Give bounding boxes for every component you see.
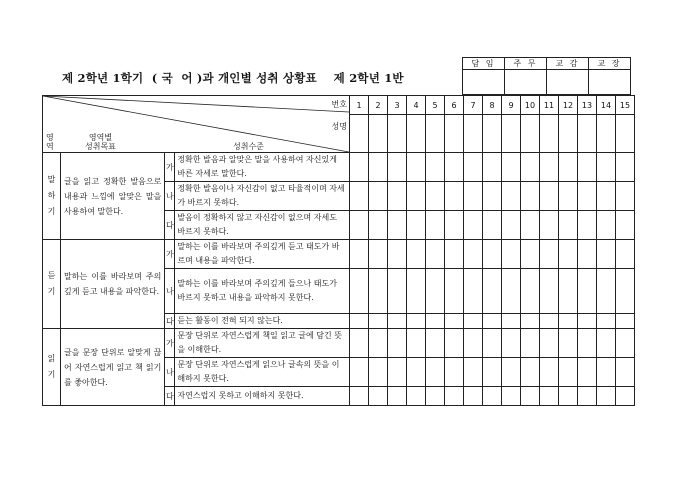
check-cell[interactable] bbox=[388, 153, 407, 182]
check-cell[interactable] bbox=[407, 387, 426, 406]
level-header-label: 성취수준 bbox=[233, 142, 264, 151]
check-cell[interactable] bbox=[445, 182, 464, 211]
student-name-cell-12[interactable] bbox=[559, 115, 578, 153]
check-cell[interactable] bbox=[616, 240, 635, 269]
approval-box bbox=[462, 57, 631, 95]
check-cell[interactable] bbox=[502, 269, 521, 314]
approval-sign-homeroom[interactable] bbox=[463, 70, 505, 95]
check-cell[interactable] bbox=[540, 314, 559, 329]
student-name-cell-2[interactable] bbox=[369, 115, 388, 153]
check-cell[interactable] bbox=[616, 314, 635, 329]
level-description-cell: 듣는 활동이 전혀 되지 않는다. bbox=[175, 314, 350, 329]
check-cell[interactable] bbox=[597, 329, 616, 358]
check-cell[interactable] bbox=[616, 182, 635, 211]
check-cell[interactable] bbox=[559, 211, 578, 240]
check-cell[interactable] bbox=[540, 182, 559, 211]
check-cell[interactable] bbox=[445, 211, 464, 240]
student-number-11: 11 bbox=[540, 96, 559, 115]
check-cell[interactable] bbox=[502, 182, 521, 211]
check-cell[interactable] bbox=[369, 269, 388, 314]
check-cell[interactable] bbox=[350, 314, 369, 329]
check-cell[interactable] bbox=[578, 329, 597, 358]
check-cell[interactable] bbox=[483, 387, 502, 406]
check-cell[interactable] bbox=[445, 387, 464, 406]
check-cell[interactable] bbox=[483, 153, 502, 182]
check-cell[interactable] bbox=[559, 182, 578, 211]
check-cell[interactable] bbox=[445, 269, 464, 314]
check-cell[interactable] bbox=[407, 153, 426, 182]
check-cell[interactable] bbox=[559, 269, 578, 314]
level-description-cell: 말하는 이를 바라보며 주의깊게 들으나 태도가 바르지 못하고 내용을 파악하지 못한다. bbox=[175, 269, 350, 314]
grade-cell: 가 bbox=[165, 329, 175, 358]
student-name-cell-7[interactable] bbox=[464, 115, 483, 153]
check-cell[interactable] bbox=[559, 153, 578, 182]
check-cell[interactable] bbox=[616, 153, 635, 182]
check-cell[interactable] bbox=[521, 269, 540, 314]
student-name-cell-3[interactable] bbox=[388, 115, 407, 153]
check-cell[interactable] bbox=[502, 153, 521, 182]
check-cell[interactable] bbox=[559, 358, 578, 387]
grade-cell: 나 bbox=[165, 269, 175, 314]
check-cell[interactable] bbox=[578, 182, 597, 211]
check-cell[interactable] bbox=[502, 358, 521, 387]
student-name-cell-15[interactable] bbox=[616, 115, 635, 153]
check-cell[interactable] bbox=[407, 211, 426, 240]
approval-sign-chief[interactable] bbox=[505, 70, 547, 95]
check-cell[interactable] bbox=[616, 387, 635, 406]
check-cell[interactable] bbox=[483, 211, 502, 240]
check-cell[interactable] bbox=[616, 358, 635, 387]
student-name-cell-6[interactable] bbox=[445, 115, 464, 153]
check-cell[interactable] bbox=[369, 182, 388, 211]
name-header-label: 성명 bbox=[331, 122, 347, 131]
grade-cell: 다 bbox=[165, 387, 175, 406]
check-cell[interactable] bbox=[388, 269, 407, 314]
level-description-cell: 발음이 정확하지 않고 자신감이 없으며 자세도 바르지 못하다. bbox=[175, 211, 350, 240]
check-cell[interactable] bbox=[540, 387, 559, 406]
check-cell[interactable] bbox=[426, 314, 445, 329]
check-cell[interactable] bbox=[445, 314, 464, 329]
check-cell[interactable] bbox=[464, 153, 483, 182]
check-cell[interactable] bbox=[464, 329, 483, 358]
check-cell[interactable] bbox=[369, 387, 388, 406]
check-cell[interactable] bbox=[502, 329, 521, 358]
check-cell[interactable] bbox=[388, 211, 407, 240]
check-cell[interactable] bbox=[616, 211, 635, 240]
check-cell[interactable] bbox=[388, 182, 407, 211]
check-cell[interactable] bbox=[521, 314, 540, 329]
student-number-14: 14 bbox=[597, 96, 616, 115]
check-cell[interactable] bbox=[578, 358, 597, 387]
check-cell[interactable] bbox=[540, 240, 559, 269]
check-cell[interactable] bbox=[559, 240, 578, 269]
objective-cell: 말하는 이를 바라보며 주의 깊게 듣고 내용을 파악한다. bbox=[61, 240, 165, 329]
check-cell[interactable] bbox=[350, 329, 369, 358]
area-cell: 읽 기 bbox=[43, 329, 61, 406]
check-cell[interactable] bbox=[407, 269, 426, 314]
check-cell[interactable] bbox=[350, 182, 369, 211]
student-name-cell-11[interactable] bbox=[540, 115, 559, 153]
check-cell[interactable] bbox=[350, 358, 369, 387]
diagonal-header-cell bbox=[43, 96, 350, 153]
check-cell[interactable] bbox=[388, 240, 407, 269]
check-cell[interactable] bbox=[426, 269, 445, 314]
check-cell[interactable] bbox=[540, 329, 559, 358]
check-cell[interactable] bbox=[597, 314, 616, 329]
check-cell[interactable] bbox=[350, 153, 369, 182]
level-description-cell: 자연스럽지 못하고 이해하지 못한다. bbox=[175, 387, 350, 406]
check-cell[interactable] bbox=[616, 269, 635, 314]
check-cell[interactable] bbox=[540, 358, 559, 387]
area-cell: 말 하 기 bbox=[43, 153, 61, 240]
student-number-12: 12 bbox=[559, 96, 578, 115]
level-description-cell: 정확한 발음과 알맞은 말을 사용하여 자신있게 바른 자세로 말한다. bbox=[175, 153, 350, 182]
check-cell[interactable] bbox=[464, 182, 483, 211]
check-cell[interactable] bbox=[521, 153, 540, 182]
student-number-4: 4 bbox=[407, 96, 426, 115]
grade-cell: 다 bbox=[165, 314, 175, 329]
check-cell[interactable] bbox=[445, 153, 464, 182]
check-cell[interactable] bbox=[426, 211, 445, 240]
check-cell[interactable] bbox=[445, 240, 464, 269]
check-cell[interactable] bbox=[502, 387, 521, 406]
student-number-7: 7 bbox=[464, 96, 483, 115]
student-name-cell-5[interactable] bbox=[426, 115, 445, 153]
check-cell[interactable] bbox=[483, 314, 502, 329]
student-name-cell-13[interactable] bbox=[578, 115, 597, 153]
student-name-cell-8[interactable] bbox=[483, 115, 502, 153]
check-cell[interactable] bbox=[521, 240, 540, 269]
check-cell[interactable] bbox=[597, 269, 616, 314]
student-number-3: 3 bbox=[388, 96, 407, 115]
check-cell[interactable] bbox=[388, 314, 407, 329]
check-cell[interactable] bbox=[597, 182, 616, 211]
approval-label-principal: 교 장 bbox=[589, 58, 631, 70]
check-cell[interactable] bbox=[540, 269, 559, 314]
check-cell[interactable] bbox=[597, 153, 616, 182]
check-cell[interactable] bbox=[388, 387, 407, 406]
check-cell[interactable] bbox=[578, 269, 597, 314]
check-cell[interactable] bbox=[597, 240, 616, 269]
student-name-cell-1[interactable] bbox=[350, 115, 369, 153]
area-header-label: 영 역 bbox=[46, 133, 54, 151]
check-cell[interactable] bbox=[502, 211, 521, 240]
check-cell[interactable] bbox=[559, 329, 578, 358]
level-row bbox=[43, 153, 635, 182]
student-name-cell-9[interactable] bbox=[502, 115, 521, 153]
approval-label-vice-principal: 교 감 bbox=[547, 58, 589, 70]
check-cell[interactable] bbox=[502, 240, 521, 269]
student-name-cell-14[interactable] bbox=[597, 115, 616, 153]
check-cell[interactable] bbox=[445, 329, 464, 358]
check-cell[interactable] bbox=[597, 358, 616, 387]
student-name-cell-4[interactable] bbox=[407, 115, 426, 153]
student-name-cell-10[interactable] bbox=[521, 115, 540, 153]
check-cell[interactable] bbox=[350, 240, 369, 269]
check-cell[interactable] bbox=[369, 329, 388, 358]
check-cell[interactable] bbox=[426, 387, 445, 406]
check-cell[interactable] bbox=[521, 329, 540, 358]
check-cell[interactable] bbox=[578, 387, 597, 406]
check-cell[interactable] bbox=[407, 182, 426, 211]
check-cell[interactable] bbox=[369, 211, 388, 240]
check-cell[interactable] bbox=[597, 211, 616, 240]
check-cell[interactable] bbox=[369, 314, 388, 329]
level-row bbox=[43, 240, 635, 269]
level-description-cell: 문장 단위로 자연스럽게 읽으나 글속의 뜻을 이해하지 못한다. bbox=[175, 358, 350, 387]
objective-header-label: 영역별 성취목표 bbox=[85, 133, 116, 151]
check-cell[interactable] bbox=[616, 329, 635, 358]
check-cell[interactable] bbox=[426, 329, 445, 358]
check-cell[interactable] bbox=[578, 240, 597, 269]
check-cell[interactable] bbox=[483, 269, 502, 314]
check-cell[interactable] bbox=[426, 358, 445, 387]
check-cell[interactable] bbox=[483, 329, 502, 358]
grade-cell: 다 bbox=[165, 211, 175, 240]
level-description-cell: 문장 단위로 자연스럽게 책일 읽고 글에 담긴 뜻을 이해한다. bbox=[175, 329, 350, 358]
check-cell[interactable] bbox=[350, 269, 369, 314]
check-cell[interactable] bbox=[464, 314, 483, 329]
check-cell[interactable] bbox=[540, 211, 559, 240]
approval-label-chief: 주 무 bbox=[505, 58, 547, 70]
student-number-10: 10 bbox=[521, 96, 540, 115]
achievement-table bbox=[42, 95, 635, 406]
check-cell[interactable] bbox=[521, 182, 540, 211]
approval-label-homeroom: 담 임 bbox=[463, 58, 505, 70]
student-number-13: 13 bbox=[578, 96, 597, 115]
grade-cell: 나 bbox=[165, 358, 175, 387]
check-cell[interactable] bbox=[483, 240, 502, 269]
check-cell[interactable] bbox=[407, 314, 426, 329]
student-number-8: 8 bbox=[483, 96, 502, 115]
check-cell[interactable] bbox=[350, 211, 369, 240]
approval-sign-vice-principal[interactable] bbox=[547, 70, 589, 95]
level-row bbox=[43, 329, 635, 358]
student-number-5: 5 bbox=[426, 96, 445, 115]
check-cell[interactable] bbox=[369, 153, 388, 182]
check-cell[interactable] bbox=[388, 358, 407, 387]
check-cell[interactable] bbox=[426, 240, 445, 269]
student-number-15: 15 bbox=[616, 96, 635, 115]
check-cell[interactable] bbox=[578, 314, 597, 329]
check-cell[interactable] bbox=[464, 358, 483, 387]
check-cell[interactable] bbox=[350, 387, 369, 406]
check-cell[interactable] bbox=[597, 387, 616, 406]
level-description-cell: 말하는 이를 바라보며 주의깊게 듣고 태도가 바르며 내용을 파악한다. bbox=[175, 240, 350, 269]
check-cell[interactable] bbox=[559, 314, 578, 329]
objective-cell: 글을 문장 단위로 알맞게 끊어 자연스럽게 읽고 책 읽기를 좋아한다. bbox=[61, 329, 165, 406]
check-cell[interactable] bbox=[578, 211, 597, 240]
area-cell: 듣 기 bbox=[43, 240, 61, 329]
check-cell[interactable] bbox=[426, 153, 445, 182]
check-cell[interactable] bbox=[464, 387, 483, 406]
check-cell[interactable] bbox=[388, 329, 407, 358]
student-number-1: 1 bbox=[350, 96, 369, 115]
check-cell[interactable] bbox=[559, 387, 578, 406]
page-title: 제 2학년 1학기 ( 국 어 )과 개인별 성취 상황표 제 2학년 1반 bbox=[62, 71, 404, 85]
check-cell[interactable] bbox=[407, 358, 426, 387]
check-cell[interactable] bbox=[369, 240, 388, 269]
check-cell[interactable] bbox=[464, 269, 483, 314]
check-cell[interactable] bbox=[483, 182, 502, 211]
level-description-cell: 정확한 발음이나 자신감이 없고 타율적이며 자세가 바르지 못하다. bbox=[175, 182, 350, 211]
check-cell[interactable] bbox=[578, 153, 597, 182]
objective-cell: 글을 읽고 정확한 발음으로 내용과 느낌에 알맞은 말을 사용하여 말한다. bbox=[61, 153, 165, 240]
student-number-2: 2 bbox=[369, 96, 388, 115]
check-cell[interactable] bbox=[464, 240, 483, 269]
student-number-6: 6 bbox=[445, 96, 464, 115]
check-cell[interactable] bbox=[407, 329, 426, 358]
check-cell[interactable] bbox=[369, 358, 388, 387]
check-cell[interactable] bbox=[464, 211, 483, 240]
grade-cell: 가 bbox=[165, 153, 175, 182]
grade-cell: 나 bbox=[165, 182, 175, 211]
grade-cell: 가 bbox=[165, 240, 175, 269]
number-header-label: 번호 bbox=[331, 100, 347, 109]
check-cell[interactable] bbox=[540, 153, 559, 182]
check-cell[interactable] bbox=[426, 182, 445, 211]
check-cell[interactable] bbox=[407, 240, 426, 269]
approval-sign-principal[interactable] bbox=[589, 70, 631, 95]
check-cell[interactable] bbox=[445, 358, 464, 387]
check-cell[interactable] bbox=[502, 314, 521, 329]
check-cell[interactable] bbox=[521, 211, 540, 240]
check-cell[interactable] bbox=[521, 358, 540, 387]
student-number-9: 9 bbox=[502, 96, 521, 115]
check-cell[interactable] bbox=[521, 387, 540, 406]
check-cell[interactable] bbox=[483, 358, 502, 387]
